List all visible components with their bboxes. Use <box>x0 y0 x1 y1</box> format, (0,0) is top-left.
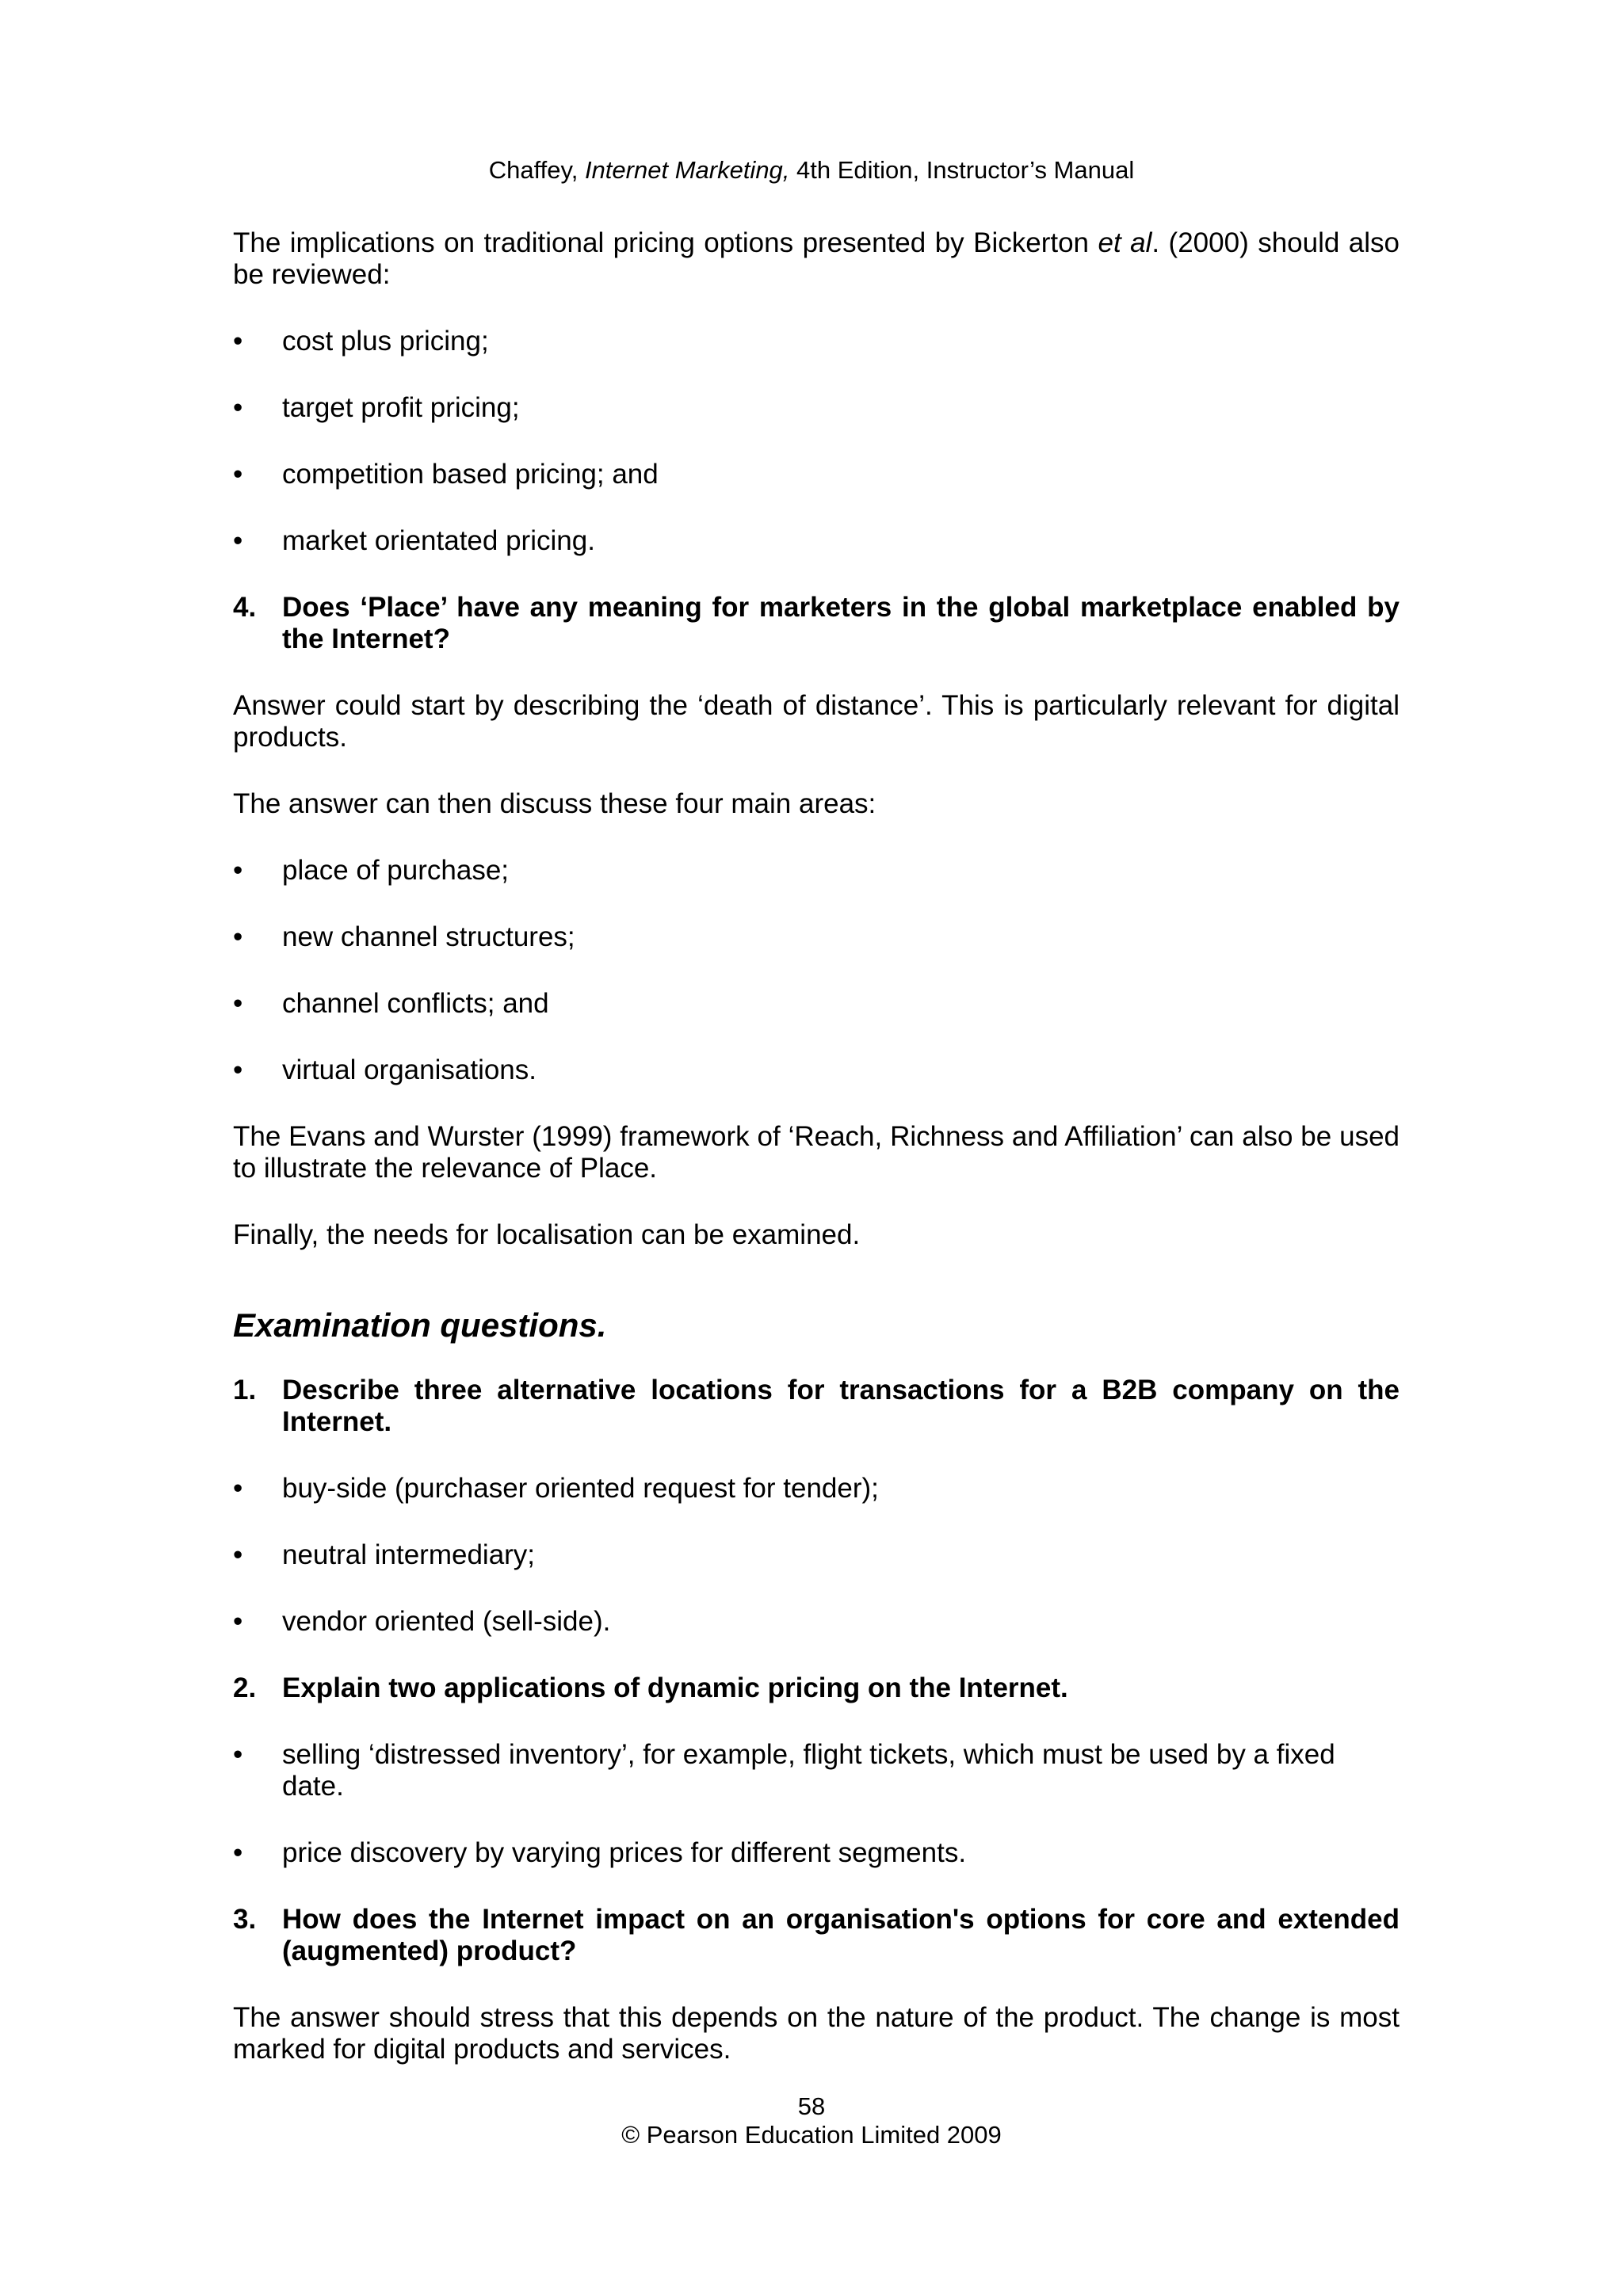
list-item <box>233 525 1400 557</box>
answer-paragraph: The answer can then discuss these four main areas: <box>233 788 876 819</box>
list-item <box>233 1606 1400 1638</box>
intro-paragraph <box>233 227 1400 291</box>
bullet-icon: • <box>233 525 243 556</box>
question-number: 3. <box>233 1904 257 1935</box>
list-item <box>233 1739 1400 1802</box>
running-header <box>0 154 1623 186</box>
bullet-icon: • <box>233 1473 243 1504</box>
header-edition: 4th Edition, Instructor’s Manual <box>789 156 1135 184</box>
question-text: How does the Internet impact on an organisation's options for core and extended (augmented) product? <box>282 1904 1400 1966</box>
answer-paragraph: The answer should stress that this depends on the nature of the product. The change is most marked for digital products and services. <box>233 2002 1400 2065</box>
list-item-text: vendor oriented (sell-side). <box>282 1606 611 1637</box>
question-text: Describe three alternative locations for transactions for a B2B company on the Internet. <box>282 1375 1400 1437</box>
question-4 <box>233 592 1400 655</box>
header-book-title: Internet Marketing, <box>584 156 790 184</box>
question-text: Explain two applications of dynamic pricing on the Internet. <box>282 1672 1068 1703</box>
list-item-text: cost plus pricing; <box>282 326 489 357</box>
bullet-icon: • <box>233 1606 243 1637</box>
exam-question-1 <box>233 1375 1400 1438</box>
exam-question-3 <box>233 1904 1400 1967</box>
bullet-icon: • <box>233 1539 243 1570</box>
list-item-text: place of purchase; <box>282 855 510 886</box>
list-item <box>233 988 1400 1020</box>
list-item <box>233 1837 1400 1869</box>
bullet-icon: • <box>233 392 243 423</box>
intro-text-end: . (2000) should also be reviewed: <box>233 227 1400 290</box>
bullet-icon: • <box>233 459 243 490</box>
section-heading: Examination questions. <box>233 1306 607 1344</box>
question-number: 4. <box>233 592 257 623</box>
list-item <box>233 1539 1400 1571</box>
list-item-text: price discovery by varying prices for different segments. <box>282 1837 967 1868</box>
answer-paragraph: Finally, the needs for localisation can be examined. <box>233 1219 861 1250</box>
intro-text: The implications on traditional pricing options presented by Bickerton <box>233 227 1098 258</box>
list-item-text: new channel structures; <box>282 921 575 952</box>
bullet-icon: • <box>233 921 243 952</box>
list-item-text: target profit pricing; <box>282 392 520 423</box>
list-item-text: buy-side (purchaser oriented request for tender); <box>282 1473 879 1504</box>
list-item <box>233 459 1400 490</box>
list-item-text: virtual organisations. <box>282 1055 537 1085</box>
question-number: 2. <box>233 1672 257 1703</box>
list-item-text: competition based pricing; and <box>282 459 659 490</box>
bullet-icon: • <box>233 1739 243 1770</box>
list-item-text: channel conflicts; and <box>282 988 549 1019</box>
question-text: Does ‘Place’ have any meaning for marketers in the global marketplace enabled by the Internet? <box>282 592 1400 654</box>
bullet-icon: • <box>233 326 243 357</box>
list-item <box>233 921 1400 953</box>
question-number: 1. <box>233 1375 257 1405</box>
answer-paragraph: The Evans and Wurster (1999) framework of ‘Reach, Richness and Affiliation’ can also be used to illustrate the relevance of Place. <box>233 1121 1400 1184</box>
list-item <box>233 392 1400 424</box>
list-item <box>233 1473 1400 1505</box>
list-item-text: neutral intermediary; <box>282 1539 536 1570</box>
list-item <box>233 855 1400 887</box>
bullet-icon: • <box>233 855 243 886</box>
page-number: 58 <box>797 2092 826 2120</box>
bullet-icon: • <box>233 988 243 1019</box>
exam-question-2 <box>233 1672 1400 1704</box>
list-item-text: selling ‘distressed inventory’, for example, flight tickets, which must be used by a fixed date. <box>282 1739 1335 1802</box>
header-author: Chaffey, <box>488 156 585 184</box>
copyright-notice: © Pearson Education Limited 2009 <box>621 2121 1002 2149</box>
list-item-text: market orientated pricing. <box>282 525 595 556</box>
page-content <box>233 227 1400 2065</box>
list-item <box>233 326 1400 357</box>
answer-paragraph: Answer could start by describing the ‘death of distance’. This is particularly relevant for digital products. <box>233 690 1400 753</box>
list-item <box>233 1055 1400 1086</box>
intro-et-al: et al <box>1098 227 1152 258</box>
bullet-icon: • <box>233 1055 243 1085</box>
bullet-icon: • <box>233 1837 243 1868</box>
